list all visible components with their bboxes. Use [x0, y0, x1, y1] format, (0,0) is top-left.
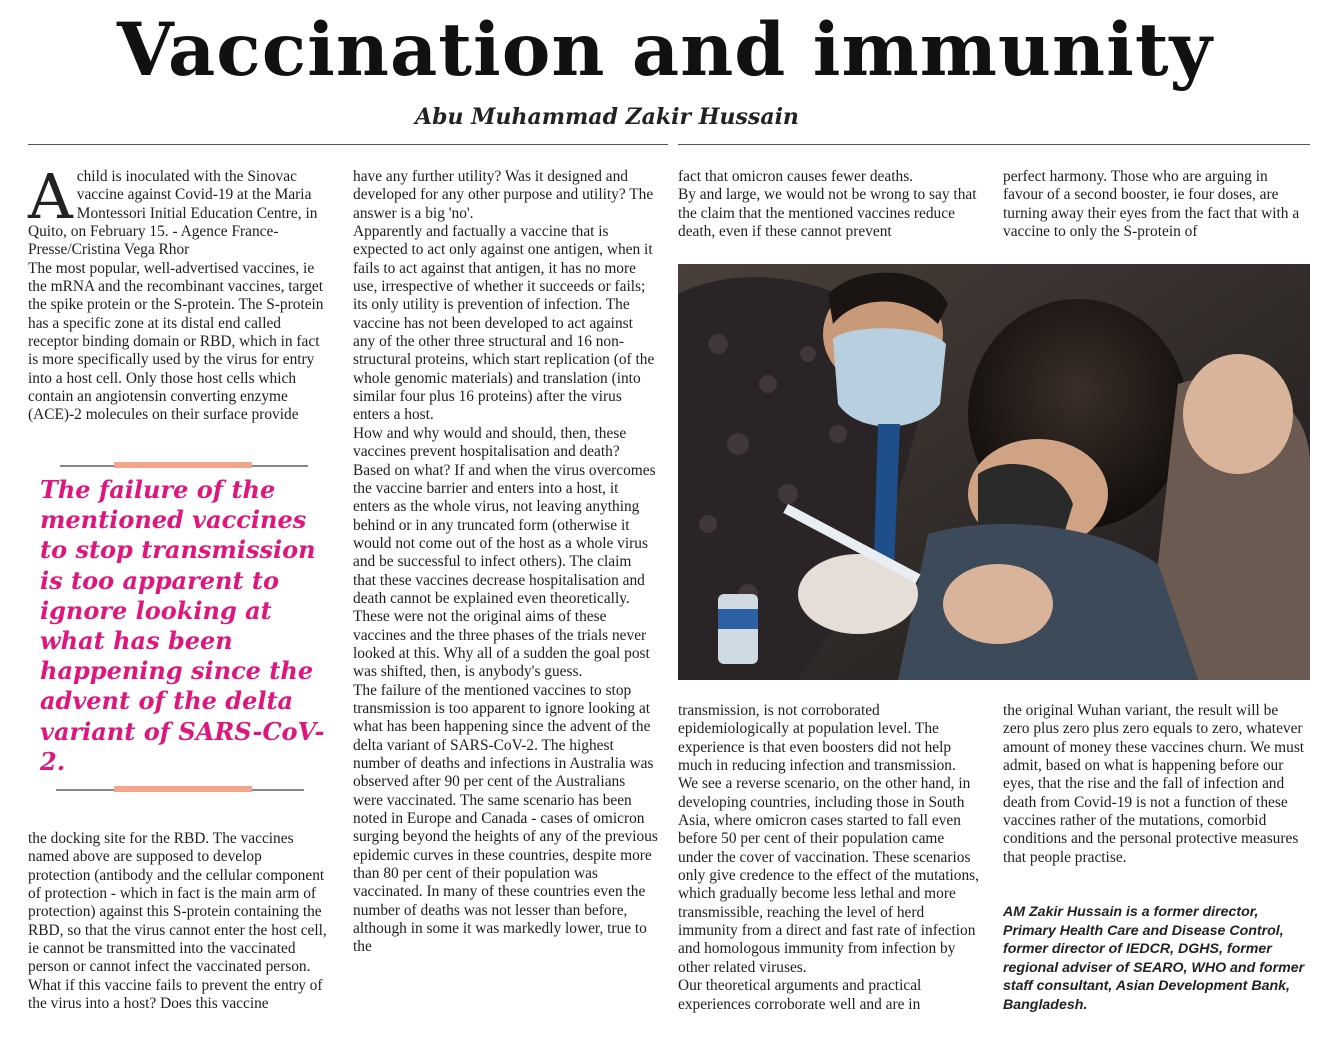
body-paragraph: perfect harmony. Those who are arguing in favour of a second booster, ie four doses, are turning away their eyes from the fact that with a vaccine to only the S-protein of: [1003, 168, 1300, 241]
pull-quote-accent-top: [114, 462, 252, 468]
byline-rule: [28, 144, 668, 145]
body-paragraph: Apparently and factually a vaccine that is expected to act only against one antigen, when it fails to act against that antigen, it has no more use, irrespective of whether it succeeds or fails; its only utility is prevention of infection. The vaccine has not been developed to act against any of the other three structural and 16 non-structural proteins, which start replication (of the whole genomic materials) and translation (into similar four plus 16 proteins) after the virus enters a host.: [353, 223, 655, 424]
column-1-top: [28, 160, 328, 425]
body-paragraph: the original Wuhan variant, the result will be zero plus zero plus zero equals to zero, whatever amount of money these vaccines churn. We must admit, based on what is happening before our eyes, that the rise and the fall of infection and death from Covid-19 is not a function of these vaccines rather of the mutations, comorbid conditions and the personal protective measures that people practise.: [1003, 702, 1305, 866]
column-4-top: [1003, 168, 1308, 241]
body-paragraph: the docking site for the RBD. The vaccines named above are supposed to develop protection (antibody and the cellular component of protection - which in fact is the main arm of protection) against this S-protein containing the RBD, so that the virus cannot enter the host cell, ie cannot be transmitted into the vaccinated person or cannot infect the vaccinated person. What if this vaccine fails to prevent the entry of the virus into a host? Does this vaccine: [28, 830, 327, 1013]
body-paragraph: The most popular, well-advertised vaccines, ie the mRNA and the recombinant vaccines, target the spike protein or the S-protein. The S-protein has a specific zone at its distal end called receptor binding domain or RBD, which in fact is more specifically used by the virus for entry into a host cell. Only those host cells which contain an angiotensin converting enzyme (ACE)-2 molecules on their surface provide: [28, 259, 324, 424]
photo-caption: [28, 160, 328, 260]
body-paragraph: transmission, is not corroborated epidemiologically at population level. The experience is that even boosters did not help much in reducing infection and transmission.: [678, 702, 956, 775]
column-2: [353, 168, 658, 957]
column-4-bottom: [1003, 702, 1308, 867]
pull-quote: The failure of the mentioned vaccines to stop transmission is too apparent to ignore looking at what has been happening since the advent of the delta variant of SARS-CoV-2.: [40, 475, 325, 776]
byline: Abu Muhammad Zakir Hussain: [415, 104, 799, 130]
vaccination-photo-illustration: [678, 264, 1310, 680]
body-paragraph: fact that omicron causes fewer deaths.: [678, 168, 914, 185]
headline: Vaccination and immunity: [117, 7, 1213, 93]
column-3-top: [678, 168, 983, 241]
article-photo: [678, 264, 1310, 680]
body-paragraph: How and why would and should, then, these vaccines prevent hospitalisation and death? Based on what? If and when the virus overcomes the vaccine barrier and enters into a host, it enters as the whole virus, not leaving anything behind or in any truncated form (otherwise it would not come out of the host as a whole virus and be successful to infect others). The claim that these vaccines decrease hospitalisation and death cannot be explained even theoretically. These were not the original aims of these vaccines and the three phases of the trials never looked at this. Why all of a sudden the goal post was shifted, then, is anybody's guess.: [353, 424, 656, 681]
author-note: AM Zakir Hussain is a former director, Primary Health Care and Disease Control, former director of IEDCR, DGHS, former regional adviser of SEARO, WHO and former staff consultant, Asian Development Bank, Bangladesh.: [1003, 904, 1305, 1013]
body-paragraph: We see a reverse scenario, on the other hand, in developing countries, including those in South Asia, where omicron cases started to fall even before 50 per cent of their population came under the cover of vaccination. These scenarios only give credence to the effect of the mutations, which gradually become less lethal and more transmissible, reaching the level of herd immunity from a direct and fast rate of infection and homologous immunity from infection by other related viruses.: [678, 775, 980, 976]
pull-quote-accent-bottom: [114, 786, 252, 792]
column-1-bottom: [28, 830, 328, 1013]
caption-text: child is inoculated with the Sinovac vaccine against Covid-19 at the Maria Montessori Initial Education Centre, in Quito, on February 15. - Agence France-Presse/Cristina Vega Rhor: [28, 168, 318, 259]
body-paragraph: have any further utility? Was it designed and developed for any other purpose and utility? The answer is a big 'no'.: [353, 168, 654, 222]
byline-rule-right: [678, 144, 1310, 145]
body-paragraph: The failure of the mentioned vaccines to stop transmission is too apparent to ignore looking at what has been happening since the advent of the delta variant of SARS-CoV-2. The highest number of deaths and infections in Australia was observed after 90 per cent of the Australians were vaccinated. The same scenario has been noted in Europe and Canada - cases of omicron surging beyond the heights of any of the previous epidemic curves in these countries, despite more than 80 per cent of their population was vaccinated. In many of these countries even the number of deaths was not lesser than before, although in some it was markedly lower, true to the: [353, 681, 658, 956]
body-paragraph: By and large, we would not be wrong to say that the claim that the mentioned vaccines reduce death, even if these cannot prevent: [678, 186, 977, 241]
column-3-bottom: [678, 702, 983, 1014]
body-paragraph: Our theoretical arguments and practical experiences corroborate well and are in: [678, 977, 922, 1013]
drop-cap: A: [28, 160, 73, 233]
